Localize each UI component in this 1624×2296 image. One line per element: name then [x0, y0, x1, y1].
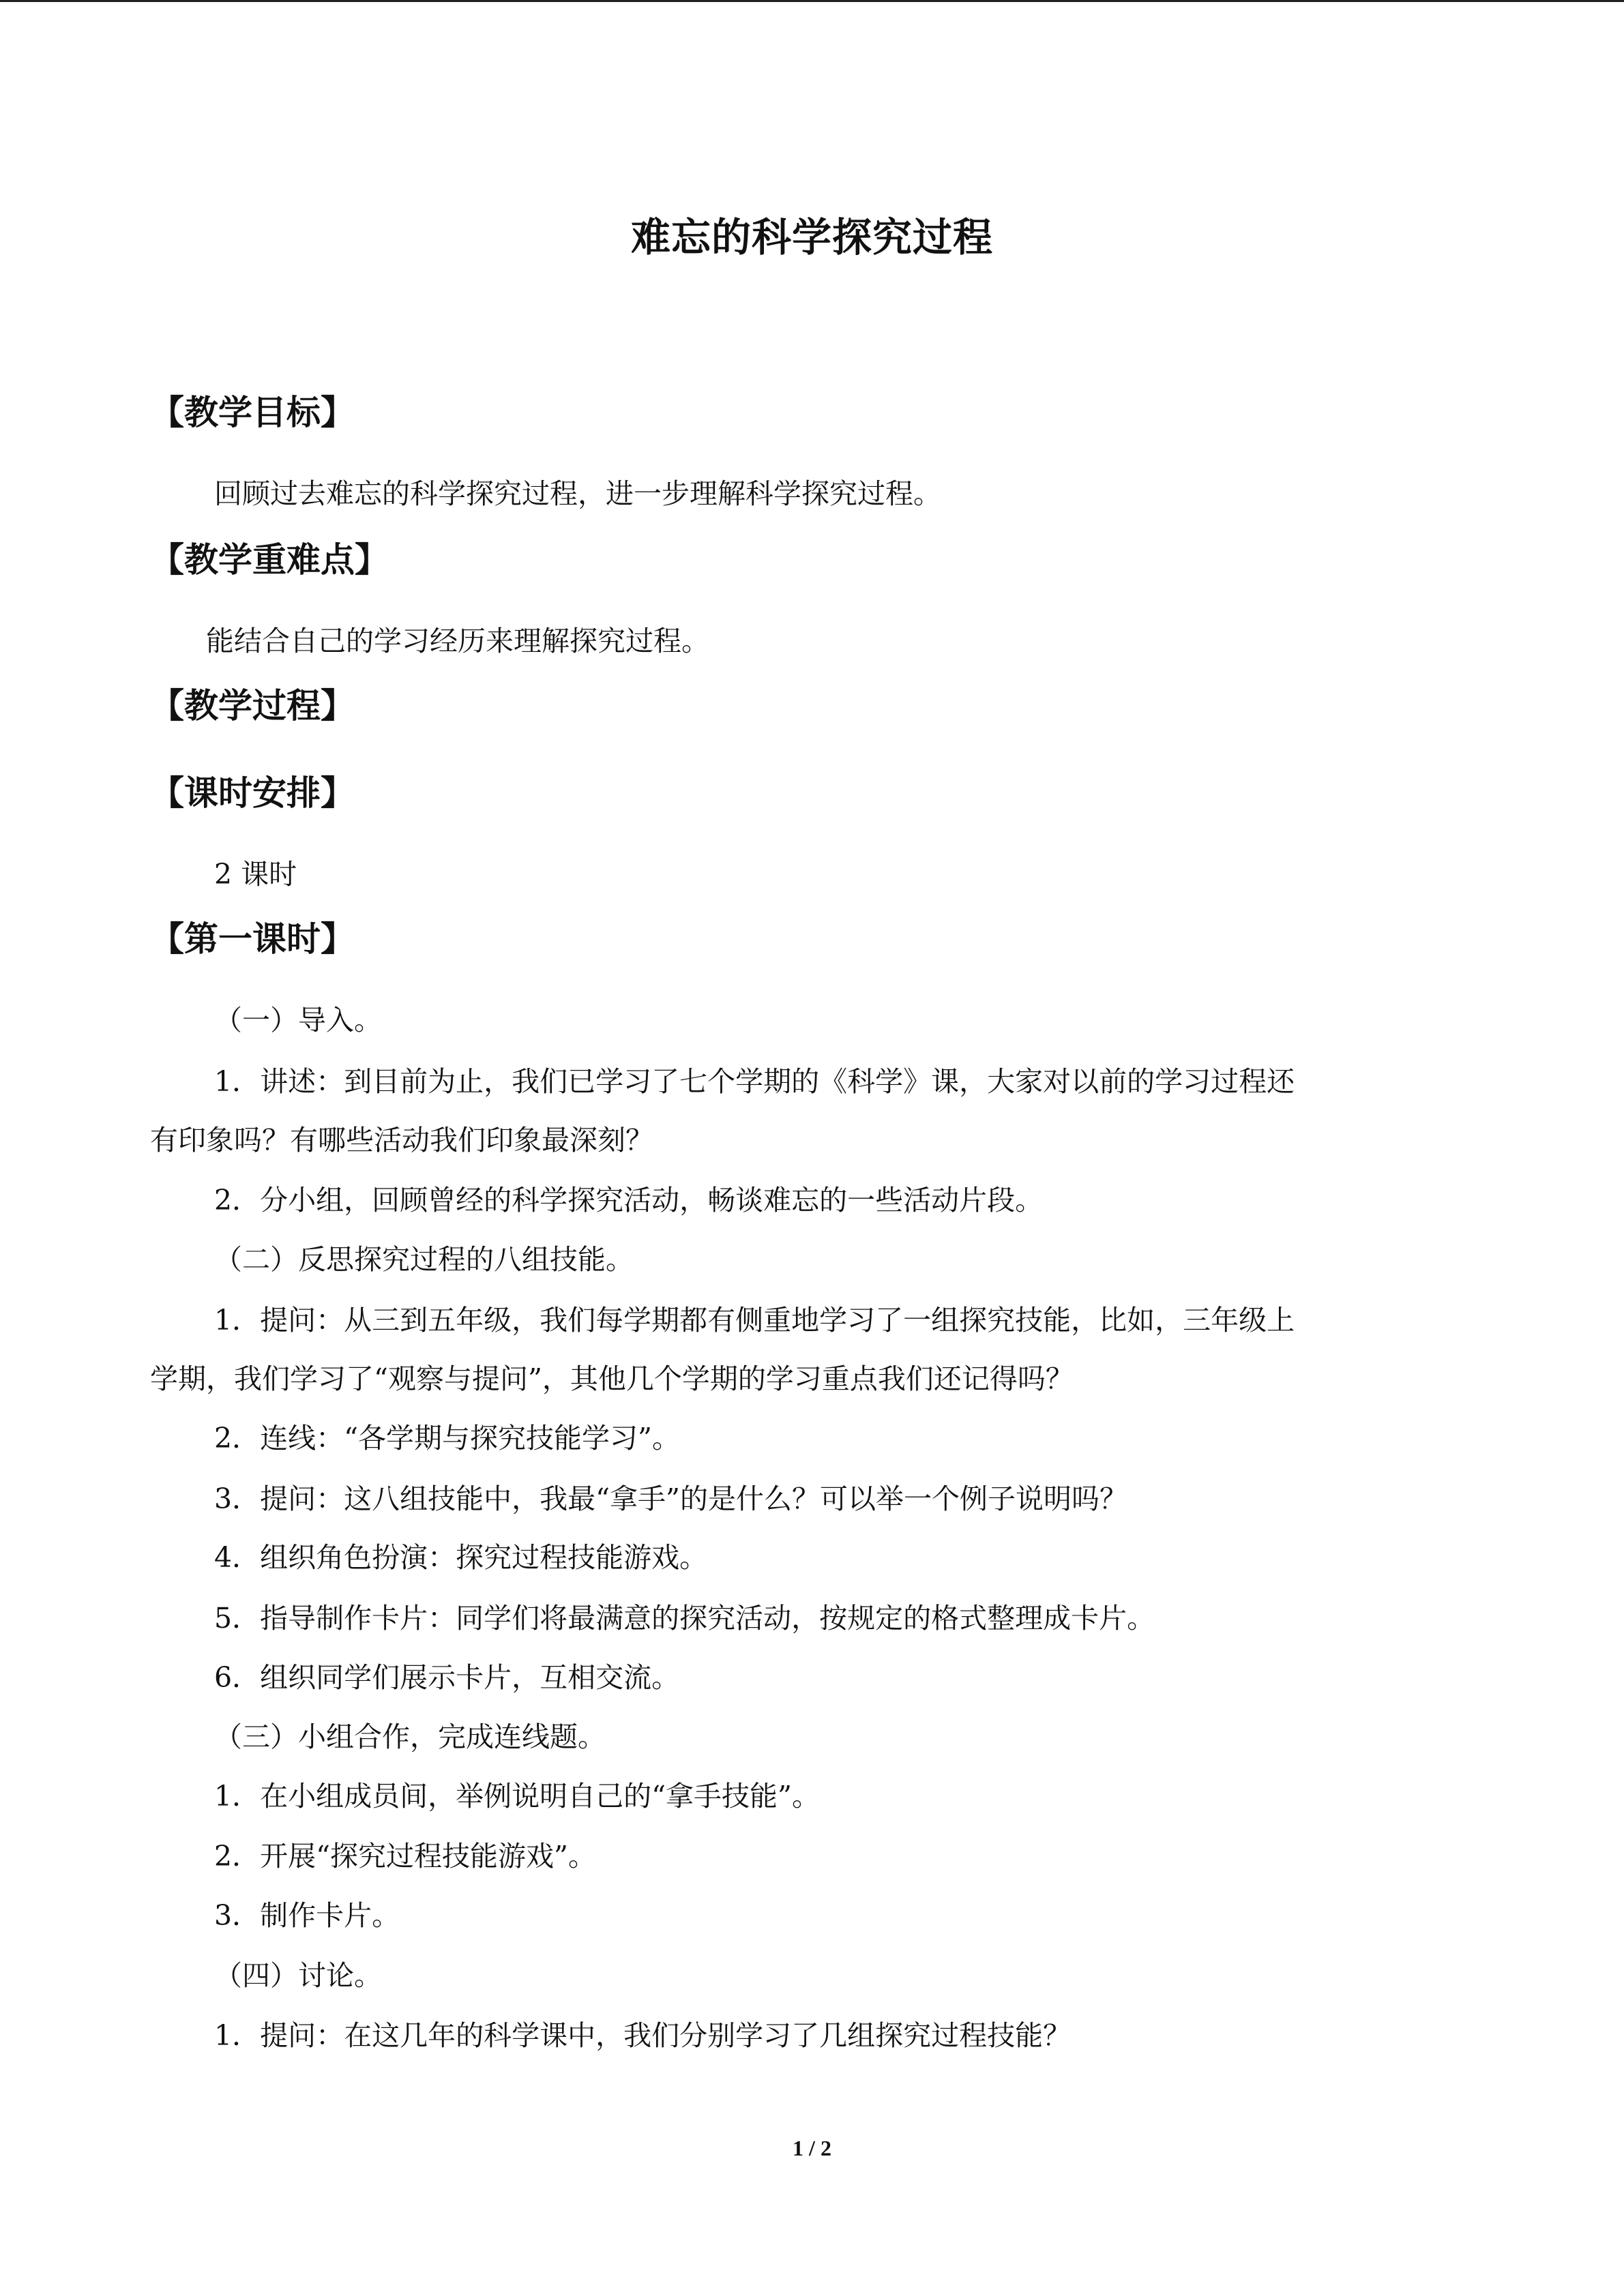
body-line: 5．指导制作卡片：同学们将最满意的探究活动，按规定的格式整理成卡片。 — [214, 1602, 1155, 1635]
page-number: 1 / 2 — [793, 2136, 831, 2160]
heading-teaching-process: 【教学过程】 — [150, 686, 355, 726]
heading-first-lesson: 【第一课时】 — [150, 919, 355, 959]
heading-teaching-objectives: 【教学目标】 — [150, 393, 355, 432]
body-line: 1．提问：在这几年的科学课中，我们分别学习了几组探究过程技能？ — [214, 2019, 1072, 2052]
body-line: 2．开展“探究过程技能游戏”。 — [214, 1840, 597, 1873]
body-line: 6．组织同学们展示卡片，互相交流。 — [214, 1661, 680, 1694]
body-line: 1．提问：从三到五年级，我们每学期都有侧重地学习了一组探究技能，比如，三年级上 — [214, 1304, 1295, 1337]
body-line: （三）小组合作，完成连线题。 — [214, 1720, 606, 1753]
body-line: 1．讲述：到目前为止，我们已学习了七个学期的《科学》课，大家对以前的学习过程还 — [214, 1065, 1295, 1098]
body-line: 有印象吗？有哪些活动我们印象最深刻？ — [150, 1124, 653, 1157]
body-line: （二）反思探究过程的八组技能。 — [214, 1243, 634, 1276]
heading-class-schedule: 【课时安排】 — [150, 773, 355, 813]
key-points-text: 能结合自己的学习经历来理解探究过程。 — [206, 625, 709, 657]
body-line: 4．组织角色扮演：探究过程技能游戏。 — [214, 1541, 708, 1574]
body-line: （一）导入。 — [214, 1004, 382, 1037]
body-line: 学期，我们学习了“观察与提问”，其他几个学期的学习重点我们还记得吗？ — [150, 1362, 1074, 1395]
schedule-text: 2 课时 — [214, 858, 297, 891]
body-line: 3．制作卡片。 — [214, 1899, 400, 1932]
body-line: （四）讨论。 — [214, 1959, 382, 1992]
body-line: 1．在小组成员间，举例说明自己的“拿手技能”。 — [214, 1780, 821, 1813]
body-line: 2．分小组，回顾曾经的科学探究活动，畅谈难忘的一些活动片段。 — [214, 1184, 1044, 1217]
heading-key-difficult-points: 【教学重难点】 — [150, 540, 389, 580]
body-line: 3．提问：这八组技能中，我最“拿手”的是什么？可以举一个例子说明吗？ — [214, 1482, 1128, 1515]
body-line: 2．连线：“各学期与探究技能学习”。 — [214, 1422, 681, 1455]
objectives-text: 回顾过去难忘的科学探究过程，进一步理解科学探究过程。 — [214, 477, 941, 510]
document-title: 难忘的科学探究过程 — [630, 214, 993, 260]
